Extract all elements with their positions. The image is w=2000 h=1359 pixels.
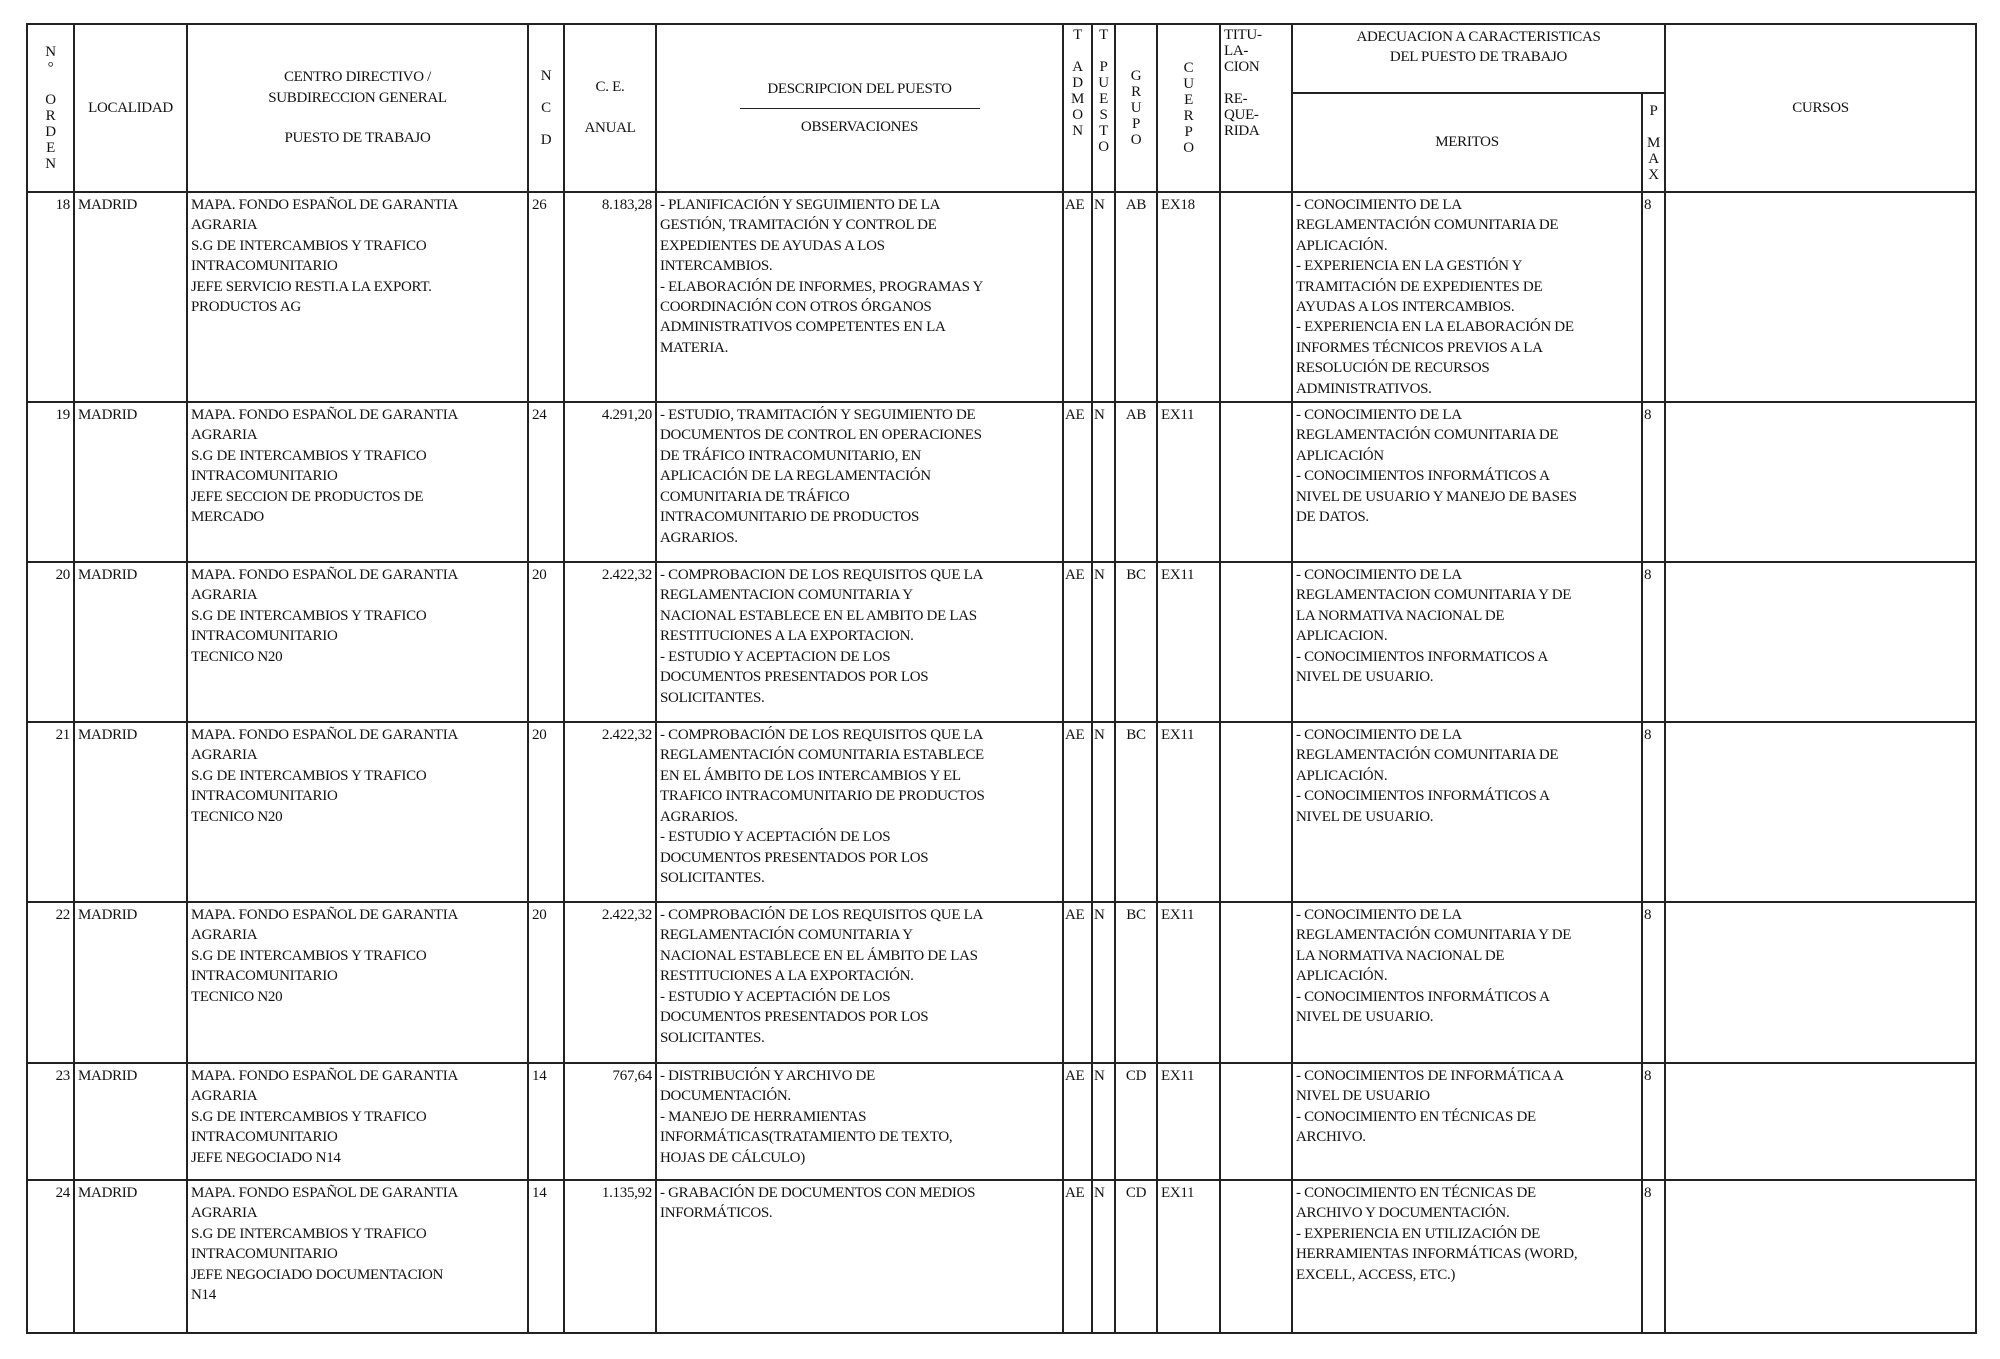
cell-ncd: 14 (528, 1063, 564, 1180)
cell-centro: MAPA. FONDO ESPAÑOL DE GARANTIA AGRARIA S.G DE INTERCAMBIOS Y TRAFICO INTRACOMUNITARIO JEFE NEGOCIADO N14 (187, 1063, 528, 1180)
header-ce-top: C. E. (595, 79, 625, 96)
header-cursos: CURSOS (1665, 24, 1976, 192)
cell-tadmon: AE (1063, 192, 1092, 402)
cell-desc: - PLANIFICACIÓN Y SEGUIMIENTO DE LA GESTIÓN, TRAMITACIÓN Y CONTROL DE EXPEDIENTES DE AYUDAS A LOS INTERCAMBIOS. - ELABORACIÓN DE INFORMES, PROGRAMAS Y COORDINACIÓN CON OTROS ÓRGANOS ADMINISTRATIVOS COMPETENTES EN LA MATERIA. (656, 192, 1063, 402)
cell-orden: 22 (27, 902, 74, 1063)
cell-grupo: CD (1115, 1180, 1157, 1333)
cell-centro: MAPA. FONDO ESPAÑOL DE GARANTIA AGRARIA S.G DE INTERCAMBIOS Y TRAFICO INTRACOMUNITARIO TECNICO N20 (187, 722, 528, 902)
cell-tadmon: AE (1063, 1180, 1092, 1333)
table-row (27, 192, 1976, 402)
cell-cursos (1665, 1180, 1976, 1333)
header-centro (187, 24, 528, 192)
cell-ncd: 20 (528, 562, 564, 722)
cell-ncd: 26 (528, 192, 564, 402)
cell-cuerpo: EX11 (1157, 722, 1220, 902)
cell-tadmon: AE (1063, 562, 1092, 722)
cell-ce: 2.422,32 (564, 562, 656, 722)
cell-cursos (1665, 192, 1976, 402)
cell-meritos: - CONOCIMIENTO DE LA REGLAMENTACIÓN COMUNITARIA Y DE LA NORMATIVA NACIONAL DE APLICACIÓN. - CONOCIMIENTOS INFORMÁTICOS A NIVEL DE USUARIO. (1292, 902, 1642, 1063)
cell-centro: MAPA. FONDO ESPAÑOL DE GARANTIA AGRARIA S.G DE INTERCAMBIOS Y TRAFICO INTRACOMUNITARIO TECNICO N20 (187, 902, 528, 1063)
cell-desc: - DISTRIBUCIÓN Y ARCHIVO DE DOCUMENTACIÓN. - MANEJO DE HERRAMIENTAS INFORMÁTICAS(TRATAMIENTO DE TEXTO, HOJAS DE CÁLCULO) (656, 1063, 1063, 1180)
header-centro-top: CENTRO DIRECTIVO / SUBDIRECCION GENERAL (268, 69, 447, 106)
cell-cuerpo: EX11 (1157, 902, 1220, 1063)
cell-ncd: 20 (528, 902, 564, 1063)
cell-cuerpo: EX18 (1157, 192, 1220, 402)
cell-pmax: 8 (1642, 402, 1665, 562)
cell-cursos (1665, 402, 1976, 562)
cell-grupo: CD (1115, 1063, 1157, 1180)
header-orden: N ° O R D E N (27, 24, 74, 192)
cell-ce: 1.135,92 (564, 1180, 656, 1333)
header-tpuesto: T P U E S T O (1092, 24, 1115, 192)
cell-cursos (1665, 562, 1976, 722)
header-grupo: G R U P O (1115, 24, 1157, 192)
header-centro-bottom: PUESTO DE TRABAJO (284, 130, 431, 147)
cell-ncd: 24 (528, 402, 564, 562)
cell-localidad: MADRID (74, 902, 187, 1063)
cell-tadmon: AE (1063, 722, 1092, 902)
cell-tpuesto: N (1092, 1180, 1115, 1333)
cell-localidad: MADRID (74, 562, 187, 722)
cell-ce: 4.291,20 (564, 402, 656, 562)
cell-tpuesto: N (1092, 192, 1115, 402)
header-descripcion (656, 24, 1063, 192)
cell-cursos (1665, 722, 1976, 902)
cell-localidad: MADRID (74, 722, 187, 902)
cell-titulacion (1220, 902, 1292, 1063)
cell-titulacion (1220, 1180, 1292, 1333)
cell-cursos (1665, 902, 1976, 1063)
cell-ce: 767,64 (564, 1063, 656, 1180)
cell-desc: - GRABACIÓN DE DOCUMENTOS CON MEDIOS INFORMÁTICOS. (656, 1180, 1063, 1333)
cell-ncd: 14 (528, 1180, 564, 1333)
cell-tpuesto: N (1092, 402, 1115, 562)
cell-tadmon: AE (1063, 402, 1092, 562)
cell-cuerpo: EX11 (1157, 1063, 1220, 1180)
cell-centro: MAPA. FONDO ESPAÑOL DE GARANTIA AGRARIA S.G DE INTERCAMBIOS Y TRAFICO INTRACOMUNITARIO JEFE NEGOCIADO DOCUMENTACION N14 (187, 1180, 528, 1333)
cell-ce: 8.183,28 (564, 192, 656, 402)
table-row (27, 902, 1976, 1063)
cell-titulacion (1220, 192, 1292, 402)
cell-desc: - ESTUDIO, TRAMITACIÓN Y SEGUIMIENTO DE DOCUMENTOS DE CONTROL EN OPERACIONES DE TRÁFICO INTRACOMUNITARIO, EN APLICACIÓN DE LA REGLAMENTACIÓN COMUNITARIA DE TRÁFICO INTRACOMUNITARIO DE PRODUCTOS AGRARIOS. (656, 402, 1063, 562)
cell-meritos: - CONOCIMIENTO DE LA REGLAMENTACION COMUNITARIA Y DE LA NORMATIVA NACIONAL DE APLICACION. - CONOCIMIENTOS INFORMATICOS A NIVEL DE USUARIO. (1292, 562, 1642, 722)
cell-centro: MAPA. FONDO ESPAÑOL DE GARANTIA AGRARIA S.G DE INTERCAMBIOS Y TRAFICO INTRACOMUNITARIO TECNICO N20 (187, 562, 528, 722)
cell-meritos: - CONOCIMIENTO DE LA REGLAMENTACIÓN COMUNITARIA DE APLICACIÓN. - CONOCIMIENTOS INFORMÁTICOS A NIVEL DE USUARIO. (1292, 722, 1642, 902)
cell-meritos: - CONOCIMIENTO DE LA REGLAMENTACIÓN COMUNITARIA DE APLICACIÓN. - EXPERIENCIA EN LA GESTIÓN Y TRAMITACIÓN DE EXPEDIENTES DE AYUDAS A LOS INTERCAMBIOS. - EXPERIENCIA EN LA ELABORACIÓN DE INFORMES TÉCNICOS PREVIOS A LA RESOLUCIÓN DE RECURSOS ADMINISTRATIVOS. (1292, 192, 1642, 402)
table-row (27, 402, 1976, 562)
cell-localidad: MADRID (74, 1180, 187, 1333)
cell-grupo: BC (1115, 722, 1157, 902)
cell-grupo: BC (1115, 562, 1157, 722)
cell-cuerpo: EX11 (1157, 1180, 1220, 1333)
table-row (27, 722, 1976, 902)
cell-tadmon: AE (1063, 902, 1092, 1063)
cell-tpuesto: N (1092, 902, 1115, 1063)
divider (740, 108, 980, 109)
header-desc-top: DESCRIPCION DEL PUESTO (767, 81, 952, 98)
cell-pmax: 8 (1642, 192, 1665, 402)
cell-cuerpo: EX11 (1157, 402, 1220, 562)
header-titulacion: TITU- LA- CION RE- QUE- RIDA (1220, 24, 1292, 192)
header-ncd: N C D (528, 24, 564, 192)
header-pmax: P M A X (1642, 93, 1665, 192)
header-ce (564, 24, 656, 192)
cell-meritos: - CONOCIMIENTO DE LA REGLAMENTACIÓN COMUNITARIA DE APLICACIÓN - CONOCIMIENTOS INFORMÁTICOS A NIVEL DE USUARIO Y MANEJO DE BASES DE DATOS. (1292, 402, 1642, 562)
cell-desc: - COMPROBACION DE LOS REQUISITOS QUE LA REGLAMENTACION COMUNITARIA Y NACIONAL ESTABLECE EN EL AMBITO DE LAS RESTITUCIONES A LA EXPORTACION. - ESTUDIO Y ACEPTACION DE LOS DOCUMENTOS PRESENTADOS POR LOS SOLICITANTES. (656, 562, 1063, 722)
header-meritos: MERITOS (1292, 93, 1642, 192)
cell-ce: 2.422,32 (564, 722, 656, 902)
cell-localidad: MADRID (74, 1063, 187, 1180)
cell-localidad: MADRID (74, 192, 187, 402)
cell-tpuesto: N (1092, 722, 1115, 902)
cell-orden: 24 (27, 1180, 74, 1333)
cell-desc: - COMPROBACIÓN DE LOS REQUISITOS QUE LA REGLAMENTACIÓN COMUNITARIA ESTABLECE EN EL ÁMBITO DE LOS INTERCAMBIOS Y EL TRAFICO INTRACOMUNITARIO DE PRODUCTOS AGRARIOS. - ESTUDIO Y ACEPTACIÓN DE LOS DOCUMENTOS PRESENTADOS POR LOS SOLICITANTES. (656, 722, 1063, 902)
cell-cursos (1665, 1063, 1976, 1180)
cell-grupo: BC (1115, 902, 1157, 1063)
cell-localidad: MADRID (74, 402, 187, 562)
header-adecuacion: ADECUACION A CARACTERISTICAS DEL PUESTO DE TRABAJO (1292, 24, 1665, 93)
cell-orden: 20 (27, 562, 74, 722)
cell-tpuesto: N (1092, 562, 1115, 722)
cell-tpuesto: N (1092, 1063, 1115, 1180)
cell-grupo: AB (1115, 402, 1157, 562)
cell-orden: 19 (27, 402, 74, 562)
header-desc-bottom: OBSERVACIONES (800, 118, 919, 135)
cell-pmax: 8 (1642, 722, 1665, 902)
cell-titulacion (1220, 562, 1292, 722)
cell-meritos: - CONOCIMIENTO EN TÉCNICAS DE ARCHIVO Y DOCUMENTACIÓN. - EXPERIENCIA EN UTILIZACIÓN DE HERRAMIENTAS INFORMÁTICAS (WORD, EXCELL, ACCESS, ETC.) (1292, 1180, 1642, 1333)
cell-grupo: AB (1115, 192, 1157, 402)
table-row (27, 562, 1976, 722)
cell-pmax: 8 (1642, 562, 1665, 722)
cell-centro: MAPA. FONDO ESPAÑOL DE GARANTIA AGRARIA S.G DE INTERCAMBIOS Y TRAFICO INTRACOMUNITARIO JEFE SECCION DE PRODUCTOS DE MERCADO (187, 402, 528, 562)
header-localidad: LOCALIDAD (74, 24, 187, 192)
cell-orden: 18 (27, 192, 74, 402)
cell-pmax: 8 (1642, 1063, 1665, 1180)
cell-ce: 2.422,32 (564, 902, 656, 1063)
cell-orden: 21 (27, 722, 74, 902)
header-ce-bottom: ANUAL (584, 120, 636, 137)
cell-desc: - COMPROBACIÓN DE LOS REQUISITOS QUE LA REGLAMENTACIÓN COMUNITARIA Y NACIONAL ESTABLECE EN EL ÁMBITO DE LAS RESTITUCIONES A LA EXPORTACIÓN. - ESTUDIO Y ACEPTACIÓN DE LOS DOCUMENTOS PRESENTADOS POR LOS SOLICITANTES. (656, 902, 1063, 1063)
cell-centro: MAPA. FONDO ESPAÑOL DE GARANTIA AGRARIA S.G DE INTERCAMBIOS Y TRAFICO INTRACOMUNITARIO JEFE SERVICIO RESTI.A LA EXPORT. PRODUCTOS AG (187, 192, 528, 402)
cell-pmax: 8 (1642, 1180, 1665, 1333)
cell-ncd: 20 (528, 722, 564, 902)
header-cuerpo: C U E R P O (1157, 24, 1220, 192)
table-row (27, 1063, 1976, 1180)
cell-meritos: - CONOCIMIENTOS DE INFORMÁTICA A NIVEL DE USUARIO - CONOCIMIENTO EN TÉCNICAS DE ARCHIVO. (1292, 1063, 1642, 1180)
cell-orden: 23 (27, 1063, 74, 1180)
header-tadmon: T A D M O N (1063, 24, 1092, 192)
cell-tadmon: AE (1063, 1063, 1092, 1180)
cell-titulacion (1220, 1063, 1292, 1180)
cell-titulacion (1220, 402, 1292, 562)
positions-table (26, 23, 1977, 1334)
table-row (27, 1180, 1976, 1333)
cell-pmax: 8 (1642, 902, 1665, 1063)
cell-titulacion (1220, 722, 1292, 902)
cell-cuerpo: EX11 (1157, 562, 1220, 722)
